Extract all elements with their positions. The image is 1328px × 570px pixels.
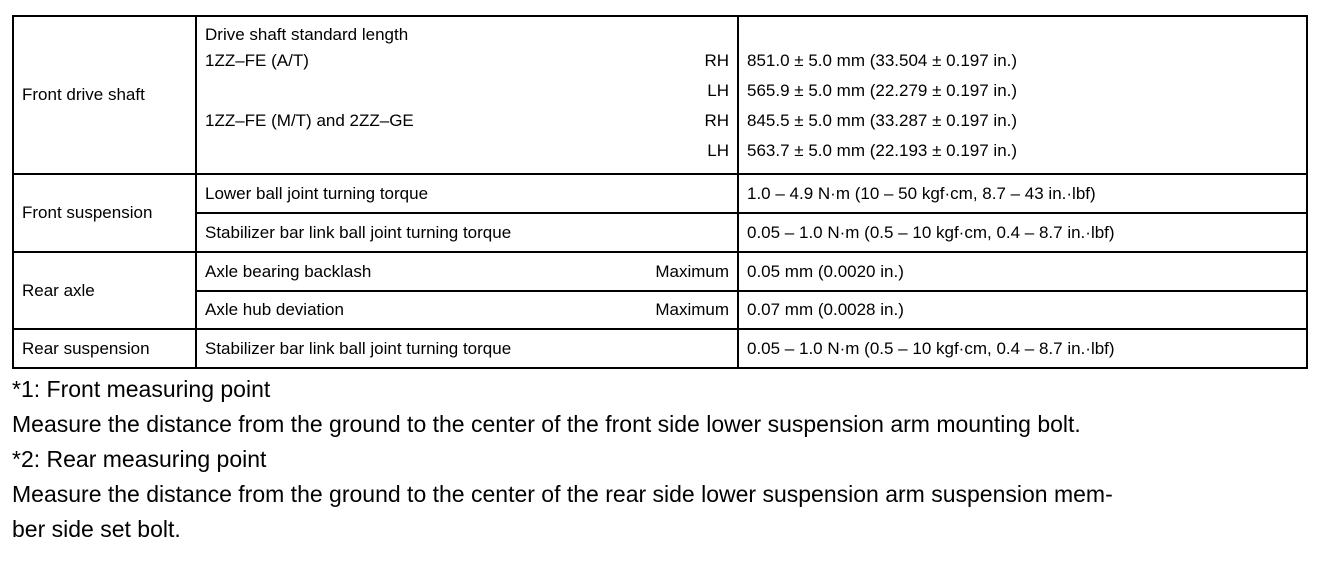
note-1-title: *1: Front measuring point	[12, 376, 271, 402]
front-suspension-row-2	[13, 213, 1307, 252]
spec-value: 0.05 mm (0.0020 in.)	[738, 252, 1307, 291]
note-2-text-line-1: Measure the distance from the ground to the center of the rear side lower suspension arm suspension mem-	[12, 481, 1113, 507]
rear-axle-row-1	[13, 252, 1307, 291]
spec-item: Axle hub deviation	[205, 300, 344, 319]
spec-item-cell	[196, 252, 738, 291]
note-1-text: Measure the distance from the ground to the center of the front side lower suspension arm mounting bolt.	[12, 411, 1081, 437]
section-rear-suspension: Rear suspension	[13, 329, 196, 368]
drive-shaft-heading: Drive shaft standard length	[205, 25, 409, 44]
note-2-title: *2: Rear measuring point	[12, 446, 267, 472]
spec-qualifier: Maximum	[655, 261, 729, 281]
section-front-drive-shaft: Front drive shaft	[13, 16, 196, 174]
drive-shaft-model: 1ZZ–FE (A/T)	[205, 51, 309, 70]
drive-shaft-items	[196, 16, 738, 174]
drive-shaft-value: 565.9 ± 5.0 mm (22.279 ± 0.197 in.)	[747, 81, 1018, 100]
drive-shaft-side: LH	[707, 141, 729, 160]
section-rear-axle: Rear axle	[13, 252, 196, 329]
spec-qualifier: Maximum	[655, 300, 729, 319]
drive-shaft-heading-line	[205, 24, 729, 46]
spec-value: 0.07 mm (0.0028 in.)	[738, 291, 1307, 329]
drive-shaft-line-4	[205, 136, 729, 166]
spec-value: 1.0 – 4.9 N·m (10 – 50 kgf·cm, 8.7 – 43 in.·lbf)	[738, 174, 1307, 213]
drive-shaft-side: RH	[704, 111, 729, 130]
drive-shaft-value-spacer	[747, 24, 1298, 46]
drive-shaft-values	[738, 16, 1307, 174]
spec-item: Stabilizer bar link ball joint turning torque	[196, 329, 738, 368]
spec-value: 0.05 – 1.0 N·m (0.5 – 10 kgf·cm, 0.4 – 8.7 in.·lbf)	[738, 329, 1307, 368]
drive-shaft-line-1	[205, 46, 729, 76]
spec-value: 0.05 – 1.0 N·m (0.5 – 10 kgf·cm, 0.4 – 8.7 in.·lbf)	[738, 213, 1307, 252]
front-suspension-row-1	[13, 174, 1307, 213]
rear-suspension-row	[13, 329, 1307, 368]
drive-shaft-model: 1ZZ–FE (M/T) and 2ZZ–GE	[205, 111, 414, 130]
drive-shaft-side: RH	[704, 51, 729, 70]
note-2-text-line-2: ber side set bolt.	[12, 516, 181, 542]
section-front-suspension: Front suspension	[13, 174, 196, 252]
drive-shaft-side: LH	[707, 81, 729, 100]
spec-item: Axle bearing backlash	[205, 261, 372, 281]
rear-axle-row-2	[13, 291, 1307, 329]
drive-shaft-line-2	[205, 76, 729, 106]
spec-item: Lower ball joint turning torque	[196, 174, 738, 213]
footnotes	[12, 372, 1312, 547]
spec-item: Stabilizer bar link ball joint turning torque	[196, 213, 738, 252]
drive-shaft-line-3	[205, 106, 729, 136]
front-drive-shaft-row	[13, 16, 1307, 174]
drive-shaft-value: 845.5 ± 5.0 mm (33.287 ± 0.197 in.)	[747, 111, 1018, 130]
spec-table	[12, 15, 1308, 369]
drive-shaft-value: 563.7 ± 5.0 mm (22.193 ± 0.197 in.)	[747, 141, 1018, 160]
drive-shaft-value: 851.0 ± 5.0 mm (33.504 ± 0.197 in.)	[747, 51, 1018, 70]
spec-item-cell	[196, 291, 738, 329]
